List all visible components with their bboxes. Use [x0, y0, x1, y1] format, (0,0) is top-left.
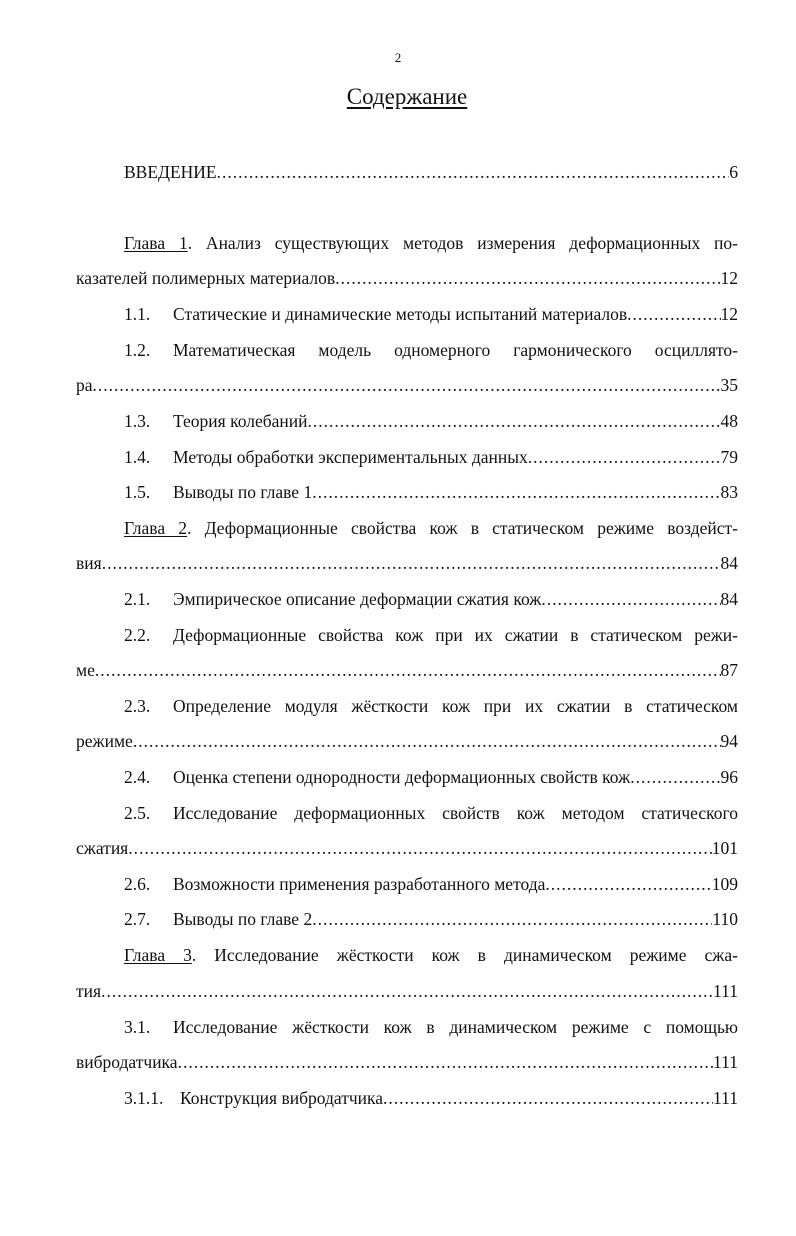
chapter-3-label: Глава 3	[124, 945, 192, 965]
toc-page-number: 84	[720, 553, 738, 573]
page-number: 2	[394, 50, 402, 65]
toc-chapter-1-line-2[interactable]	[76, 266, 738, 290]
toc-chapter-3-line-1[interactable]	[124, 943, 738, 967]
toc-leader-dots	[101, 979, 713, 1003]
section-number: 2.3.	[124, 696, 151, 716]
toc-page-number: 94	[720, 731, 738, 751]
toc-chapter-1-line-1[interactable]	[124, 231, 738, 255]
section-title-part-2: сжатия	[76, 838, 129, 858]
toc-section-2-1[interactable]	[124, 587, 738, 611]
toc-section-1-3[interactable]	[124, 409, 738, 433]
chapter-2-title-part-1: . Деформационные свойства кож в статическом режиме воздейст-	[187, 518, 738, 538]
section-title-part-2: ра	[76, 375, 93, 395]
toc-leader-dots	[217, 160, 730, 184]
toc-leader-dots	[383, 1086, 713, 1110]
section-number: 2.1.	[124, 589, 151, 609]
toc-leader-dots	[312, 907, 712, 931]
toc-leader-dots	[128, 836, 712, 860]
toc-section-3-1-line-2[interactable]	[76, 1050, 738, 1074]
section-title-part-1: Исследование деформационных свойств кож методом статического	[173, 803, 738, 823]
section-title: Теория колебаний	[173, 411, 308, 431]
toc-leader-dots	[93, 373, 721, 397]
chapter-1-label: Глава 1	[124, 233, 188, 253]
toc-page-number: 111	[713, 1088, 738, 1108]
toc-leader-dots	[178, 1050, 713, 1074]
toc-page-number: 109	[711, 874, 738, 894]
section-number: 1.3.	[124, 411, 151, 431]
section-title: Конструкция вибродатчика	[180, 1088, 384, 1108]
section-number: 2.4.	[124, 767, 151, 787]
toc-section-1-2-line-2[interactable]	[76, 373, 738, 397]
toc-section-2-4[interactable]	[124, 765, 738, 789]
section-title-part-1: Математическая модель одномерного гармонического осциллято-	[173, 340, 738, 360]
toc-page-number: 79	[720, 447, 738, 467]
toc-page-number: 101	[711, 838, 738, 858]
section-number: 2.7.	[124, 909, 151, 929]
toc-section-1-1[interactable]	[124, 302, 738, 326]
section-title-part-1: Деформационные свойства кож при их сжатии в статическом режи-	[173, 625, 738, 645]
section-title: Выводы по главе 1	[173, 482, 313, 502]
toc-leader-dots	[312, 480, 720, 504]
toc-page-number: 110	[712, 909, 738, 929]
section-title: Возможности применения разработанного метода	[173, 874, 546, 894]
toc-leader-dots	[627, 302, 720, 326]
toc-leader-dots	[528, 445, 721, 469]
toc-page-number: 6	[729, 162, 738, 182]
section-number: 3.1.1.	[124, 1088, 164, 1108]
chapter-2-label: Глава 2	[124, 518, 188, 538]
toc-entry-introduction[interactable]	[124, 160, 738, 184]
section-number: 2.5.	[124, 803, 151, 823]
toc-section-2-3-line-2[interactable]	[76, 729, 738, 753]
toc-section-2-3-line-1[interactable]	[124, 694, 738, 718]
toc-leader-dots	[95, 658, 721, 682]
section-title: Эмпирическое описание деформации сжатия кож	[173, 589, 542, 609]
section-title-part-2: вибродатчика	[76, 1052, 178, 1072]
toc-section-3-1-1[interactable]	[124, 1086, 738, 1110]
toc-section-2-5-line-1[interactable]	[124, 801, 738, 825]
section-title: Статические и динамические методы испытаний материалов	[173, 304, 628, 324]
toc-leader-dots	[630, 765, 720, 789]
toc-leader-dots	[335, 266, 720, 290]
section-title-part-1: Определение модуля жёсткости кож при их сжатии в статическом	[173, 696, 738, 716]
section-title-part-1: Исследование жёсткости кож в динамическом режиме с помощью	[173, 1017, 738, 1037]
section-title-part-2: ме	[76, 660, 95, 680]
page-title: Содержание	[346, 84, 468, 109]
section-title-part-2: режиме	[76, 731, 133, 751]
section-number: 1.5.	[124, 482, 151, 502]
toc-section-2-7[interactable]	[124, 907, 738, 931]
toc-leader-dots	[541, 587, 720, 611]
section-title: Выводы по главе 2	[173, 909, 313, 929]
chapter-1-title-part-1: . Анализ существующих методов измерения деформационных по-	[187, 233, 738, 253]
toc-page-number: 96	[720, 767, 738, 787]
toc-section-2-2-line-2[interactable]	[76, 658, 738, 682]
section-number: 1.2.	[124, 340, 151, 360]
chapter-3-title-part-2: тия	[76, 981, 102, 1001]
toc-chapter-2-line-1[interactable]	[124, 516, 738, 540]
chapter-2-title-part-2: вия	[76, 553, 102, 573]
section-title: Методы обработки экспериментальных данных	[173, 447, 528, 467]
section-number: 2.6.	[124, 874, 151, 894]
toc-page-number: 87	[720, 660, 738, 680]
toc-section-2-5-line-2[interactable]	[76, 836, 738, 860]
toc-page-number: 83	[720, 482, 738, 502]
toc-section-1-5[interactable]	[124, 480, 738, 504]
toc-leader-dots	[102, 551, 721, 575]
toc-page-number: 12	[720, 268, 738, 288]
section-number: 3.1.	[124, 1017, 151, 1037]
toc-section-1-4[interactable]	[124, 445, 738, 469]
toc-page-number: 12	[720, 304, 738, 324]
toc-page-number: 35	[720, 375, 738, 395]
chapter-1-title-part-2: казателей полимерных материалов	[76, 268, 336, 288]
toc-leader-dots	[133, 729, 721, 753]
section-number: 1.4.	[124, 447, 151, 467]
toc-page-number: 111	[713, 1052, 738, 1072]
toc-chapter-2-line-2[interactable]	[76, 551, 738, 575]
toc-leader-dots	[545, 872, 711, 896]
chapter-3-title-part-1: . Исследование жёсткости кож в динамическом режиме сжа-	[191, 945, 738, 965]
toc-chapter-3-line-2[interactable]	[76, 979, 738, 1003]
toc-section-1-2-line-1[interactable]	[124, 338, 738, 362]
toc-page-number: 48	[720, 411, 738, 431]
toc-section-3-1-line-1[interactable]	[124, 1015, 738, 1039]
toc-page-number: 84	[720, 589, 738, 609]
section-title: Оценка степени однородности деформационных свойств кож	[173, 767, 631, 787]
toc-entry-label: ВВЕДЕНИЕ	[124, 162, 217, 182]
toc-section-2-2-line-1[interactable]	[124, 623, 738, 647]
toc-leader-dots	[307, 409, 720, 433]
toc-page-number: 111	[713, 981, 738, 1001]
section-number: 2.2.	[124, 625, 151, 645]
toc-section-2-6[interactable]	[124, 872, 738, 896]
section-number: 1.1.	[124, 304, 151, 324]
